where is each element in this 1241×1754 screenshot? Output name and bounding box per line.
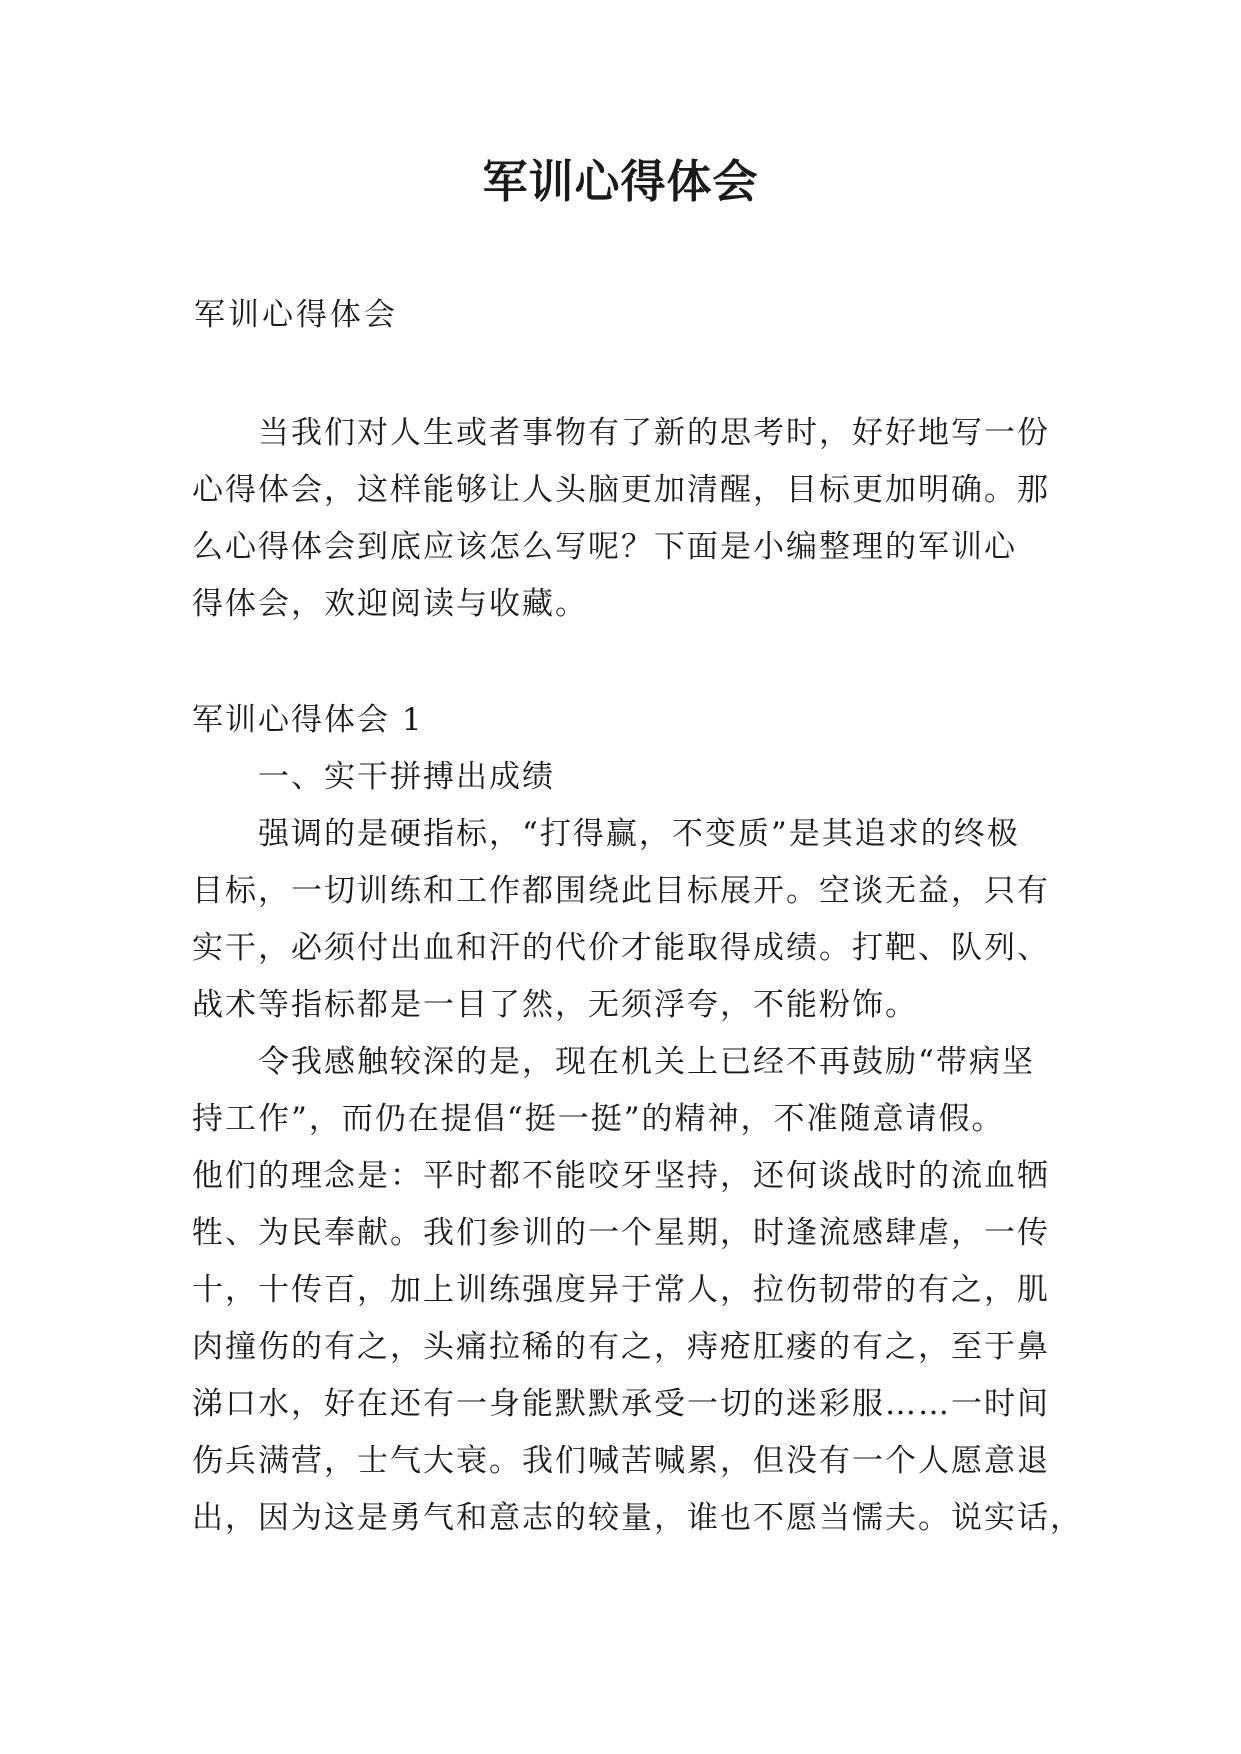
intro-line: 么心得体会到底应该怎么写呢？下面是小编整理的军训心	[192, 529, 1017, 565]
section-title: 军训心得体会 1	[192, 702, 424, 738]
section-heading: 一、实干拼搏出成绩	[258, 759, 555, 795]
paragraph-line: 持工作”，而仍在提倡“挺一挺”的精神，不准随意请假。	[192, 1101, 1005, 1137]
paragraph-line: 十，十传百，加上训练强度异于常人，拉伤韧带的有之，肌	[192, 1272, 1050, 1308]
paragraph-line: 战术等指标都是一目了然，无须浮夸，不能粉饰。	[192, 987, 918, 1023]
intro-line: 心得体会，这样能够让人头脑更加清醒，目标更加明确。那	[192, 472, 1050, 508]
paragraph-line: 实干，必须付出血和汗的代价才能取得成绩。打靶、队列、	[192, 930, 1050, 966]
intro-line: 得体会，欢迎阅读与收藏。	[192, 586, 588, 622]
paragraph-line: 涕口水，好在还有一身能默默承受一切的迷彩服……一时间	[192, 1386, 1050, 1422]
paragraph-line: 他们的理念是：平时都不能咬牙坚持，还何谈战时的流血牺	[192, 1158, 1050, 1194]
paragraph-line: 令我感触较深的是，现在机关上已经不再鼓励“带病坚	[258, 1044, 1035, 1080]
paragraph-line: 目标，一切训练和工作都围绕此目标展开。空谈无益，只有	[192, 873, 1050, 909]
intro-line: 当我们对人生或者事物有了新的思考时，好好地写一份	[258, 415, 1050, 451]
paragraph-line: 伤兵满营，士气大衰。我们喊苦喊累，但没有一个人愿意退	[192, 1443, 1050, 1479]
paragraph-line: 牲、为民奉献。我们参训的一个星期，时逢流感肆虐，一传	[192, 1215, 1050, 1251]
paragraph-line: 肉撞伤的有之，头痛拉稀的有之，痔疮肛瘘的有之，至于鼻	[192, 1329, 1050, 1365]
paragraph-line: 出，因为这是勇气和意志的较量，谁也不愿当懦夫。说实话，	[192, 1500, 1083, 1536]
document-title: 军训心得体会	[482, 155, 759, 208]
document-subtitle: 军训心得体会	[194, 297, 398, 333]
paragraph-line: 强调的是硬指标，“打得赢，不变质”是其追求的终极	[258, 816, 1020, 852]
